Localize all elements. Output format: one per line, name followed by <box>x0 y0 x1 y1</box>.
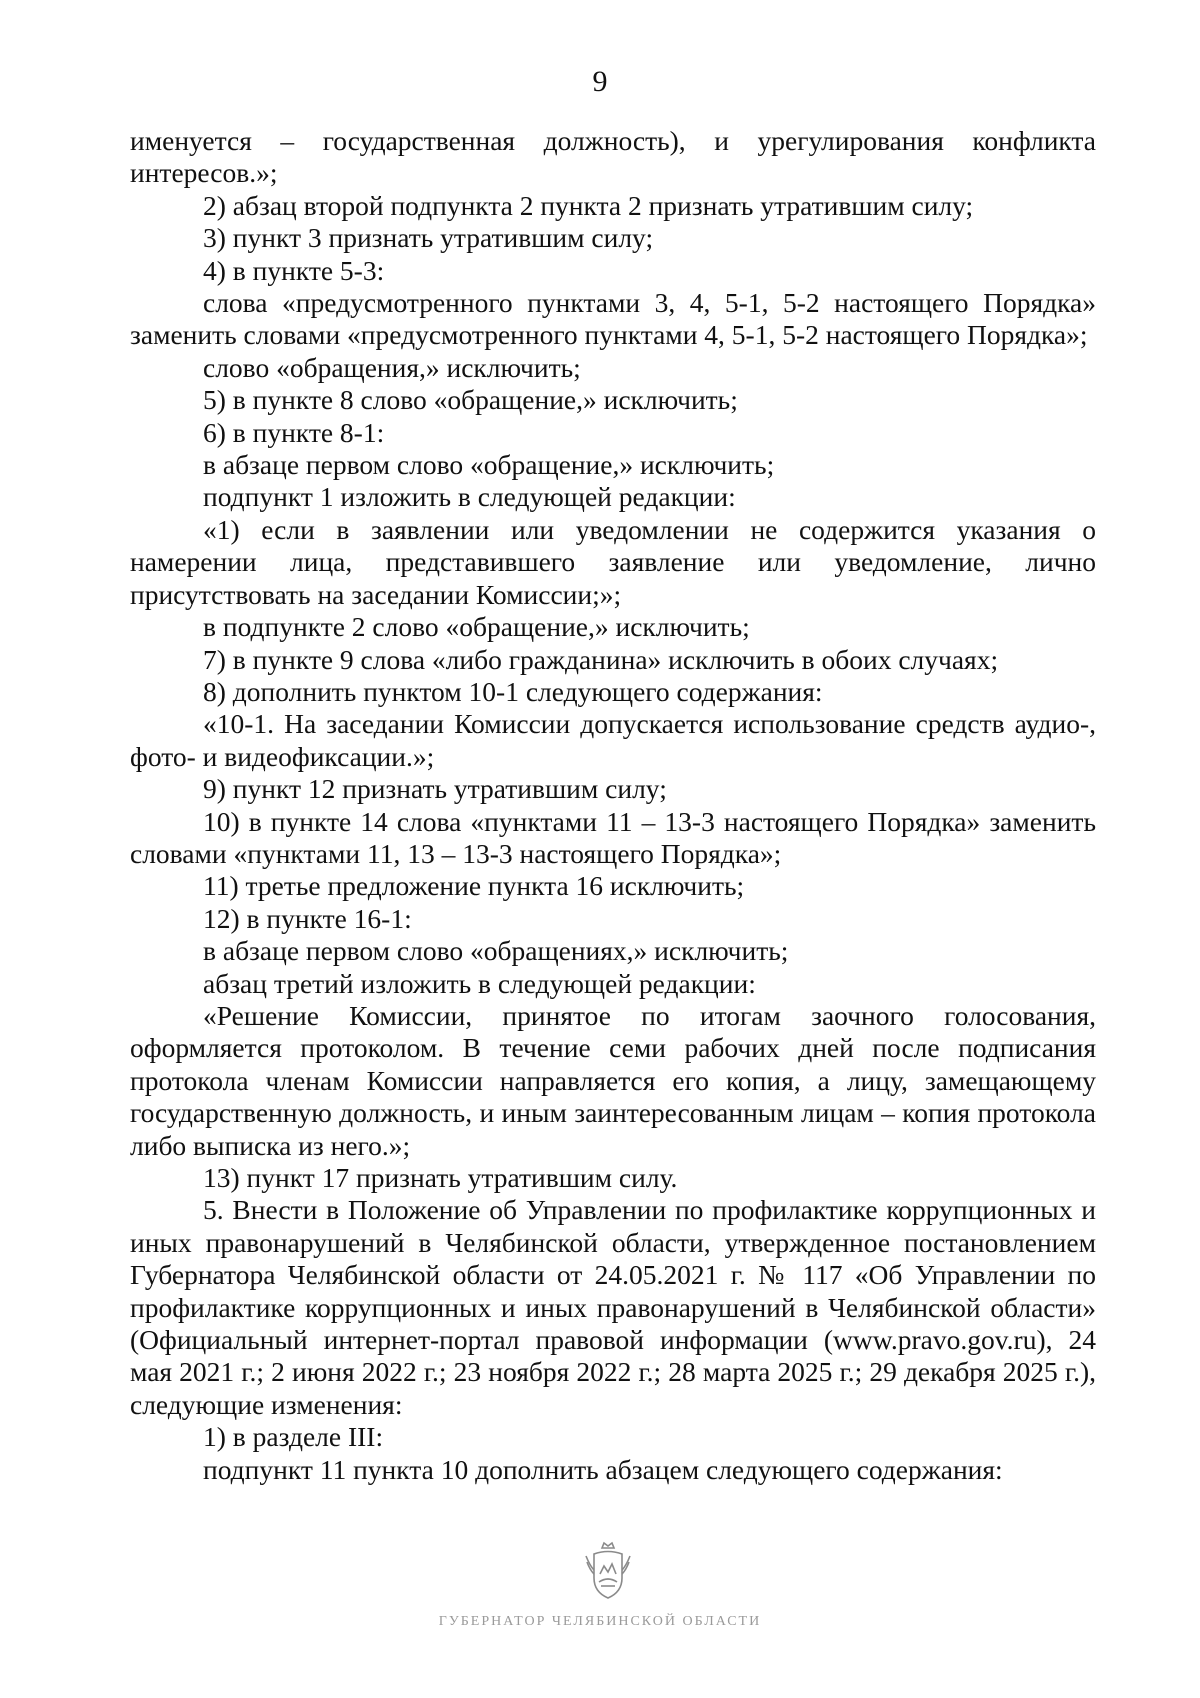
paragraph: подпункт 11 пункта 10 дополнить абзацем следующего содержания: <box>203 1453 1003 1485</box>
paragraph: 13) пункт 17 признать утратившим силу. <box>203 1162 678 1193</box>
paragraph: в подпункте 2 слово «обращение,» исключить; <box>203 611 750 643</box>
paragraph: в абзаце первом слово «обращениях,» исключить; <box>203 935 789 967</box>
paragraph: 5) в пункте 8 слово «обращение,» исключить; <box>203 384 738 416</box>
paragraph: 5. Внести в Положение об Управлении по профилактике коррупционных и иных правонарушений в Челябинской области, утвержденное постановлением Губернатора Челябинской области от 24.05.2021 г. № 117 «Об Управлении по профилактике коррупционных и иных правонарушений в Челябинской области» (Официальный интернет-портал правовой информации (www.pravo.gov.ru), 24 мая 2021 г.; 2 июня 2022 г.; 23 ноября 2022 г.; 28 марта 2025 г.; 29 декабря 2025 г.), следующие изменения: <box>130 1194 1096 1420</box>
page-number: 9 <box>592 65 608 98</box>
paragraph: 8) дополнить пунктом 10-1 следующего содержания: <box>203 675 823 707</box>
paragraph: 2) абзац второй подпункта 2 пункта 2 признать утратившим силу; <box>203 189 974 221</box>
paragraph: 11) третье предложение пункта 16 исключить; <box>203 870 745 902</box>
paragraph: слова «предусмотренного пунктами 3, 4, 5-1, 5-2 настоящего Порядка» заменить словами «предусмотренного пунктами 4, 5-1, 5-2 настоящего Порядка»; <box>130 287 1096 351</box>
paragraph: «10-1. На заседании Комиссии допускается использование средств аудио-, фото- и видеофиксации.»; <box>130 708 1096 772</box>
paragraph: «1) если в заявлении или уведомлении не содержится указания о намерении лица, представившего заявление или уведомление, лично присутствовать на заседании Комиссии;»; <box>130 513 1096 610</box>
paragraph: 9) пункт 12 признать утратившим силу; <box>203 773 667 805</box>
paragraph: слово «обращения,» исключить; <box>203 351 581 383</box>
paragraph: 1) в разделе III: <box>203 1421 384 1453</box>
paragraph: 4) в пункте 5-3: <box>203 254 385 286</box>
paragraph: абзац третий изложить в следующей редакции: <box>203 967 756 999</box>
paragraph: в абзаце первом слово «обращение,» исключить; <box>203 449 775 481</box>
paragraph: подпункт 1 изложить в следующей редакции: <box>203 481 736 513</box>
paragraph: «Решение Комиссии, принятое по итогам заочного голосования, оформляется протоколом. В течение семи рабочих дней после подписания протокола членам Комиссии направляется его копия, а лицу, замещающему государственную должность, и иным заинтересованным лицам – копия протокола либо выписка из него.»; <box>130 999 1096 1161</box>
paragraph: 12) в пункте 16-1: <box>203 902 412 934</box>
document-body <box>130 125 1096 1486</box>
paragraph: именуется – государственная должность), и урегулирования конфликта интересов.»; <box>130 125 1096 189</box>
coat-of-arms-icon <box>584 1540 632 1602</box>
paragraph: 10) в пункте 14 слова «пунктами 11 – 13-3 настоящего Порядка» заменить словами «пунктами 11, 13 – 13-3 настоящего Порядка»; <box>130 805 1096 869</box>
paragraph: 6) в пункте 8-1: <box>203 416 385 448</box>
paragraph: 3) пункт 3 признать утратившим силу; <box>203 222 654 254</box>
footer-label: ГУБЕРНАТОР ЧЕЛЯБИНСКОЙ ОБЛАСТИ <box>438 1614 762 1629</box>
paragraph: 7) в пункте 9 слова «либо гражданина» исключить в обоих случаях; <box>203 643 999 675</box>
